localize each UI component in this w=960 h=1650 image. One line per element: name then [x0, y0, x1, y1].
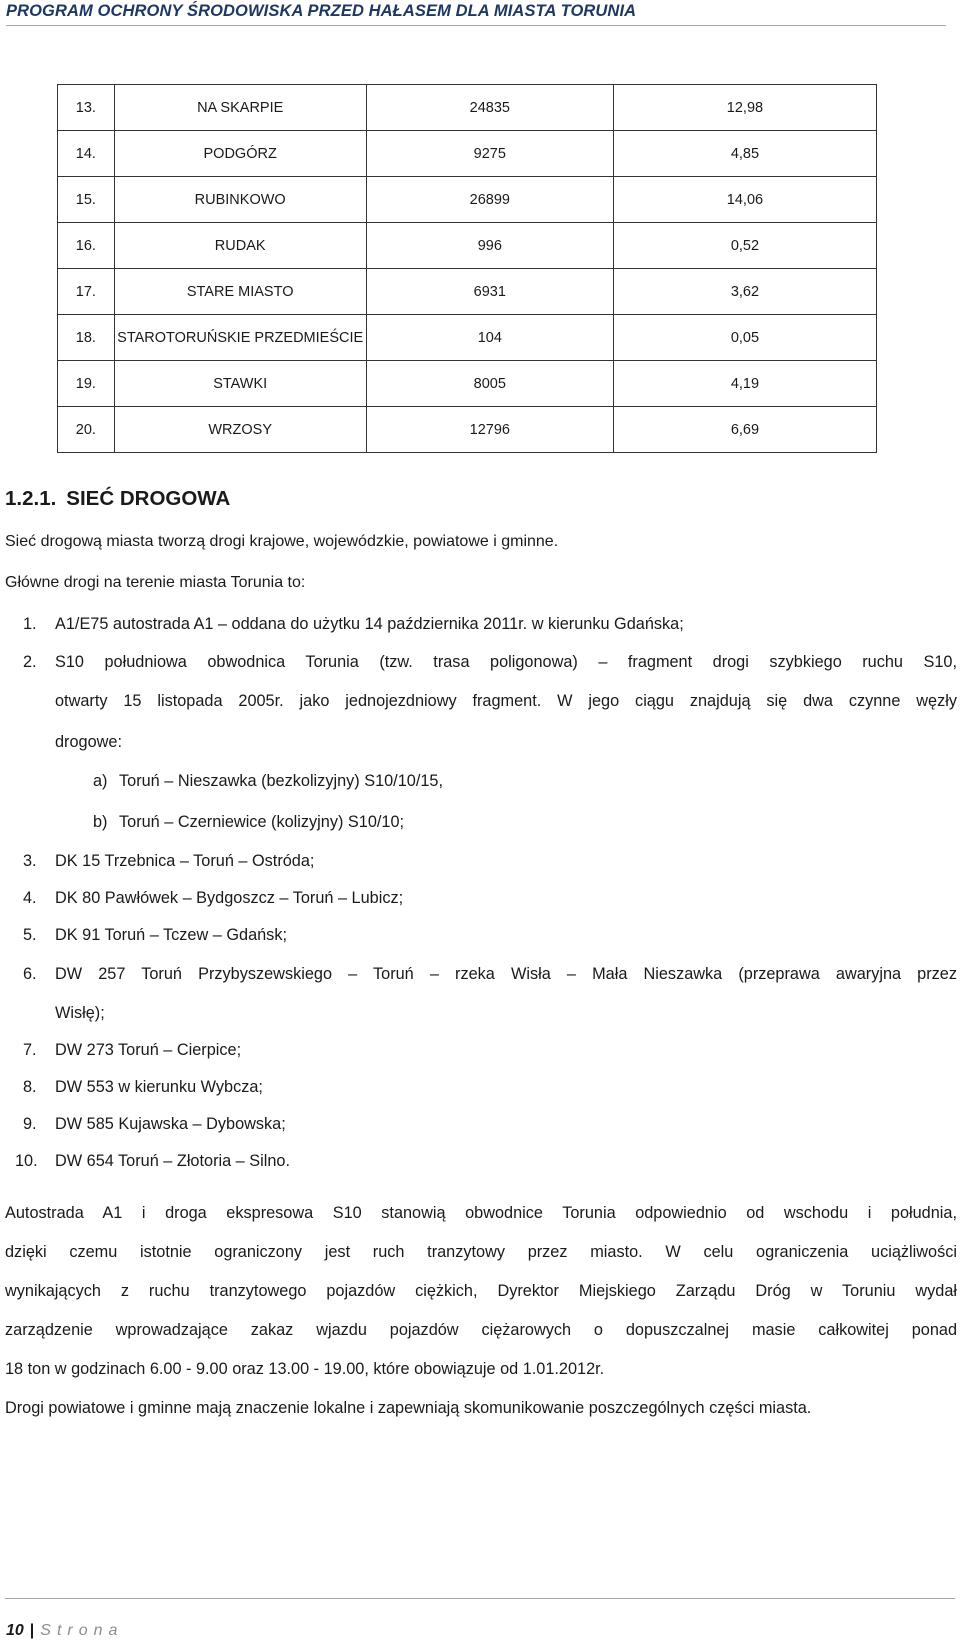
list-number: 4.	[23, 889, 37, 907]
paragraph-line: Drogi powiatowe i gminne mają znaczenie lokalne i zapewniają skomunikowanie poszczególnych części miasta.	[5, 1399, 812, 1417]
cell-district: PODGÓRZ	[114, 131, 366, 177]
cell-population: 9275	[366, 131, 613, 177]
page-footer	[6, 1622, 123, 1640]
cell-percent: 4,19	[613, 361, 876, 407]
cell-district: WRZOSY	[114, 407, 366, 453]
cell-district: RUDAK	[114, 223, 366, 269]
sub-letter: a)	[93, 772, 108, 790]
list-text: DK 15 Trzebnica – Toruń – Ostróda;	[55, 852, 315, 870]
cell-number: 19.	[58, 361, 115, 407]
cell-district: STAROTORUŃSKIE PRZEDMIEŚCIE	[114, 315, 366, 361]
cell-percent: 3,62	[613, 269, 876, 315]
intro-line: Główne drogi na terenie miasta Torunia to:	[5, 574, 306, 591]
list-text: S10 południowa obwodnica Torunia (tzw. trasa poligonowa) – fragment drogi szybkiego ruchu S10,	[55, 653, 957, 671]
section-number: 1.2.1.	[5, 487, 57, 510]
cell-population: 6931	[366, 269, 613, 315]
footer-separator: |	[29, 1622, 35, 1639]
section-title: SIEĆ DROGOWA	[66, 487, 231, 510]
footer-label: Strona	[40, 1622, 124, 1639]
paragraph-line: 18 ton w godzinach 6.00 - 9.00 oraz 13.00 - 19.00, które obowiązuje od 1.01.2012r.	[5, 1360, 605, 1378]
cell-percent: 0,52	[613, 223, 876, 269]
list-text: DW 553 w kierunku Wybcza;	[55, 1078, 263, 1096]
cell-number: 16.	[58, 223, 115, 269]
sub-text: Toruń – Czerniewice (kolizyjny) S10/10;	[119, 813, 405, 831]
intro-line: Sieć drogową miasta tworzą drogi krajowe, wojewódzkie, powiatowe i gminne.	[5, 533, 559, 550]
cell-population: 8005	[366, 361, 613, 407]
list-text: DW 654 Toruń – Złotoria – Silno.	[55, 1152, 290, 1170]
list-text: DK 91 Toruń – Tczew – Gdańsk;	[55, 926, 287, 944]
table-row	[58, 315, 877, 361]
list-text: otwarty 15 listopada 2005r. jako jednojezdniowy fragment. W jego ciągu znajdują się dwa czynne węzły	[55, 692, 957, 710]
sub-letter: b)	[93, 813, 108, 831]
list-number: 7.	[23, 1041, 37, 1059]
table-row	[58, 223, 877, 269]
list-text: drogowe:	[55, 733, 122, 751]
cell-number: 14.	[58, 131, 115, 177]
list-number: 6.	[23, 965, 37, 983]
cell-percent: 4,85	[613, 131, 876, 177]
paragraph-line: dzięki czemu istotnie ograniczony jest ruch tranzytowy przez miasto. W celu ograniczenia uciążliwości	[5, 1243, 957, 1261]
cell-number: 15.	[58, 177, 115, 223]
cell-percent: 0,05	[613, 315, 876, 361]
list-text: DW 585 Kujawska – Dybowska;	[55, 1115, 286, 1133]
districts-table	[57, 84, 877, 453]
cell-population: 24835	[366, 85, 613, 131]
table-row	[58, 407, 877, 453]
paragraph-line: wynikających z ruchu tranzytowego pojazdów ciężkich, Dyrektor Miejskiego Zarządu Dróg w Toruniu wydał	[5, 1282, 957, 1300]
cell-population: 12796	[366, 407, 613, 453]
cell-population: 104	[366, 315, 613, 361]
cell-percent: 6,69	[613, 407, 876, 453]
cell-percent: 14,06	[613, 177, 876, 223]
cell-number: 17.	[58, 269, 115, 315]
list-number: 1.	[23, 615, 37, 633]
list-text: A1/E75 autostrada A1 – oddana do użytku 14 października 2011r. w kierunku Gdańska;	[55, 615, 684, 633]
list-number: 10.	[15, 1152, 38, 1170]
cell-population: 996	[366, 223, 613, 269]
table-row	[58, 361, 877, 407]
table-row	[58, 269, 877, 315]
table-row	[58, 85, 877, 131]
page-header: PROGRAM OCHRONY ŚRODOWISKA PRZED HAŁASEM DLA MIASTA TORUNIA	[6, 0, 946, 26]
cell-district: NA SKARPIE	[114, 85, 366, 131]
list-text: Wisłę);	[55, 1004, 105, 1022]
cell-population: 26899	[366, 177, 613, 223]
list-number: 9.	[23, 1115, 37, 1133]
sub-text: Toruń – Nieszawka (bezkolizyjny) S10/10/15,	[119, 772, 443, 790]
table-row	[58, 177, 877, 223]
list-number: 5.	[23, 926, 37, 944]
footer-divider	[5, 1598, 955, 1599]
cell-number: 20.	[58, 407, 115, 453]
list-text: DK 80 Pawłówek – Bydgoszcz – Toruń – Lubicz;	[55, 889, 404, 907]
cell-district: STAWKI	[114, 361, 366, 407]
list-number: 8.	[23, 1078, 37, 1096]
page-number: 10	[6, 1622, 24, 1639]
paragraph-line: Autostrada A1 i droga ekspresowa S10 stanowią obwodnice Torunia odpowiednio od wschodu i południa,	[5, 1204, 957, 1222]
list-number: 2.	[23, 653, 37, 671]
cell-percent: 12,98	[613, 85, 876, 131]
cell-number: 18.	[58, 315, 115, 361]
table-row	[58, 131, 877, 177]
cell-number: 13.	[58, 85, 115, 131]
list-number: 3.	[23, 852, 37, 870]
list-text: DW 273 Toruń – Cierpice;	[55, 1041, 242, 1059]
paragraph-line: zarządzenie wprowadzające zakaz wjazdu pojazdów ciężarowych o dopuszczalnej masie całkowitej ponad	[5, 1321, 957, 1339]
section-heading	[5, 487, 230, 511]
list-text: DW 257 Toruń Przybyszewskiego – Toruń – rzeka Wisła – Mała Nieszawka (przeprawa awaryjna przez	[55, 965, 957, 983]
cell-district: RUBINKOWO	[114, 177, 366, 223]
cell-district: STARE MIASTO	[114, 269, 366, 315]
